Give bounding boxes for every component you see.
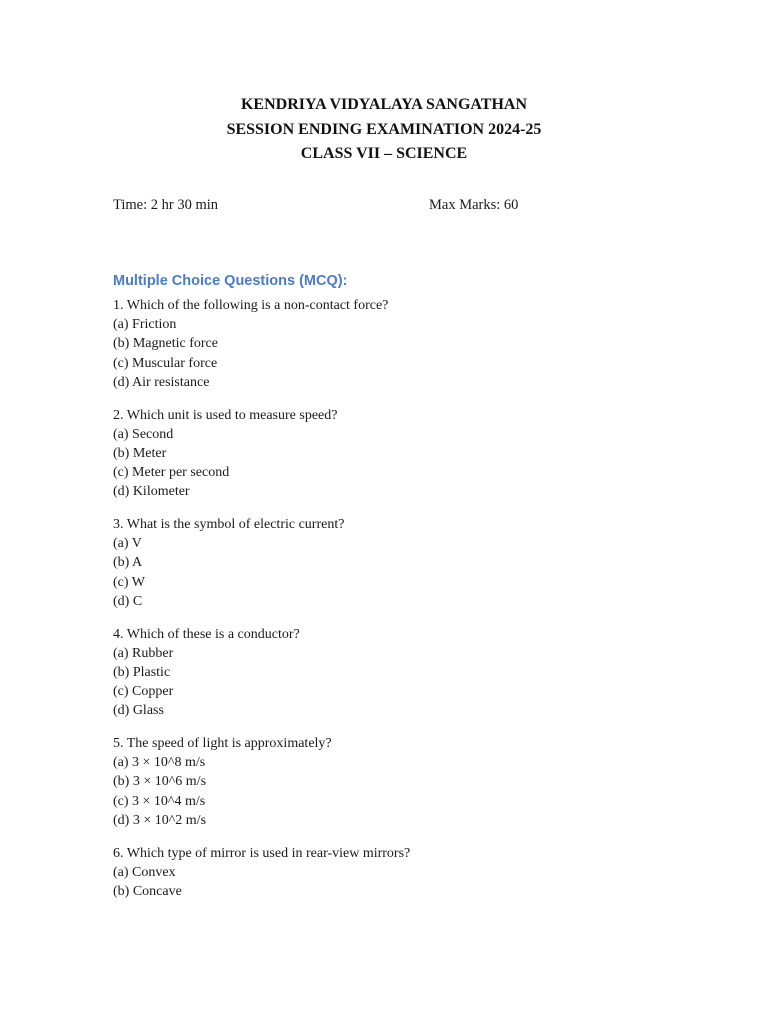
question-text: 1. Which of the following is a non-contact force? [113,298,389,313]
org-title: KENDRIYA VIDYALAYA SANGATHAN [240,96,527,113]
time-label: Time: 2 hr 30 min [113,197,219,213]
answer-option: (d) Kilometer [113,484,190,500]
answer-option: (a) Friction [113,317,177,333]
question-text: 4. Which of these is a conductor? [113,626,300,642]
answer-option: (c) W [113,574,145,590]
question-block [113,406,673,502]
question-list [113,296,673,915]
answer-option: (c) Meter per second [113,465,230,481]
answer-option: (a) Second [113,426,174,442]
answer-option: (a) Convex [113,864,176,880]
question-block [113,296,673,392]
question-block [113,515,673,611]
answer-option: (b) A [113,555,143,571]
max-marks-label: Max Marks: 60 [429,197,519,213]
answer-option: (d) 3 × 10^2 m/s [113,812,207,828]
answer-option: (d) C [113,593,143,609]
answer-option: (c) Copper [113,684,174,700]
answer-option: (b) Meter [113,445,167,461]
question-text: 6. Which type of mirror is used in rear-view mirrors? [113,845,411,861]
answer-option: (c) 3 × 10^4 m/s [113,793,206,809]
question-text: 2. Which unit is used to measure speed? [113,407,338,423]
question-text: 3. What is the symbol of electric current? [113,517,345,533]
answer-option: (a) 3 × 10^8 m/s [113,755,206,771]
answer-option: (a) V [113,536,142,552]
answer-option: (b) 3 × 10^6 m/s [113,774,207,790]
answer-option: (a) Rubber [113,645,174,661]
question-block [113,625,673,721]
answer-option: (b) Plastic [113,664,171,680]
exam-header [0,93,768,167]
question-text: 5. The speed of light is approximately? [113,736,332,752]
class-title: CLASS VII – SCIENCE [300,145,468,162]
exam-title: SESSION ENDING EXAMINATION 2024-25 [226,120,542,138]
question-block [113,734,673,830]
answer-option: (d) Air resistance [113,374,210,390]
answer-option: (b) Magnetic force [113,336,218,352]
answer-option: (c) Muscular force [113,355,218,371]
question-block [113,844,673,902]
section-title: Multiple Choice Questions (MCQ): [113,273,348,289]
answer-option: (b) Concave [113,883,182,899]
answer-option: (d) Glass [113,703,164,719]
